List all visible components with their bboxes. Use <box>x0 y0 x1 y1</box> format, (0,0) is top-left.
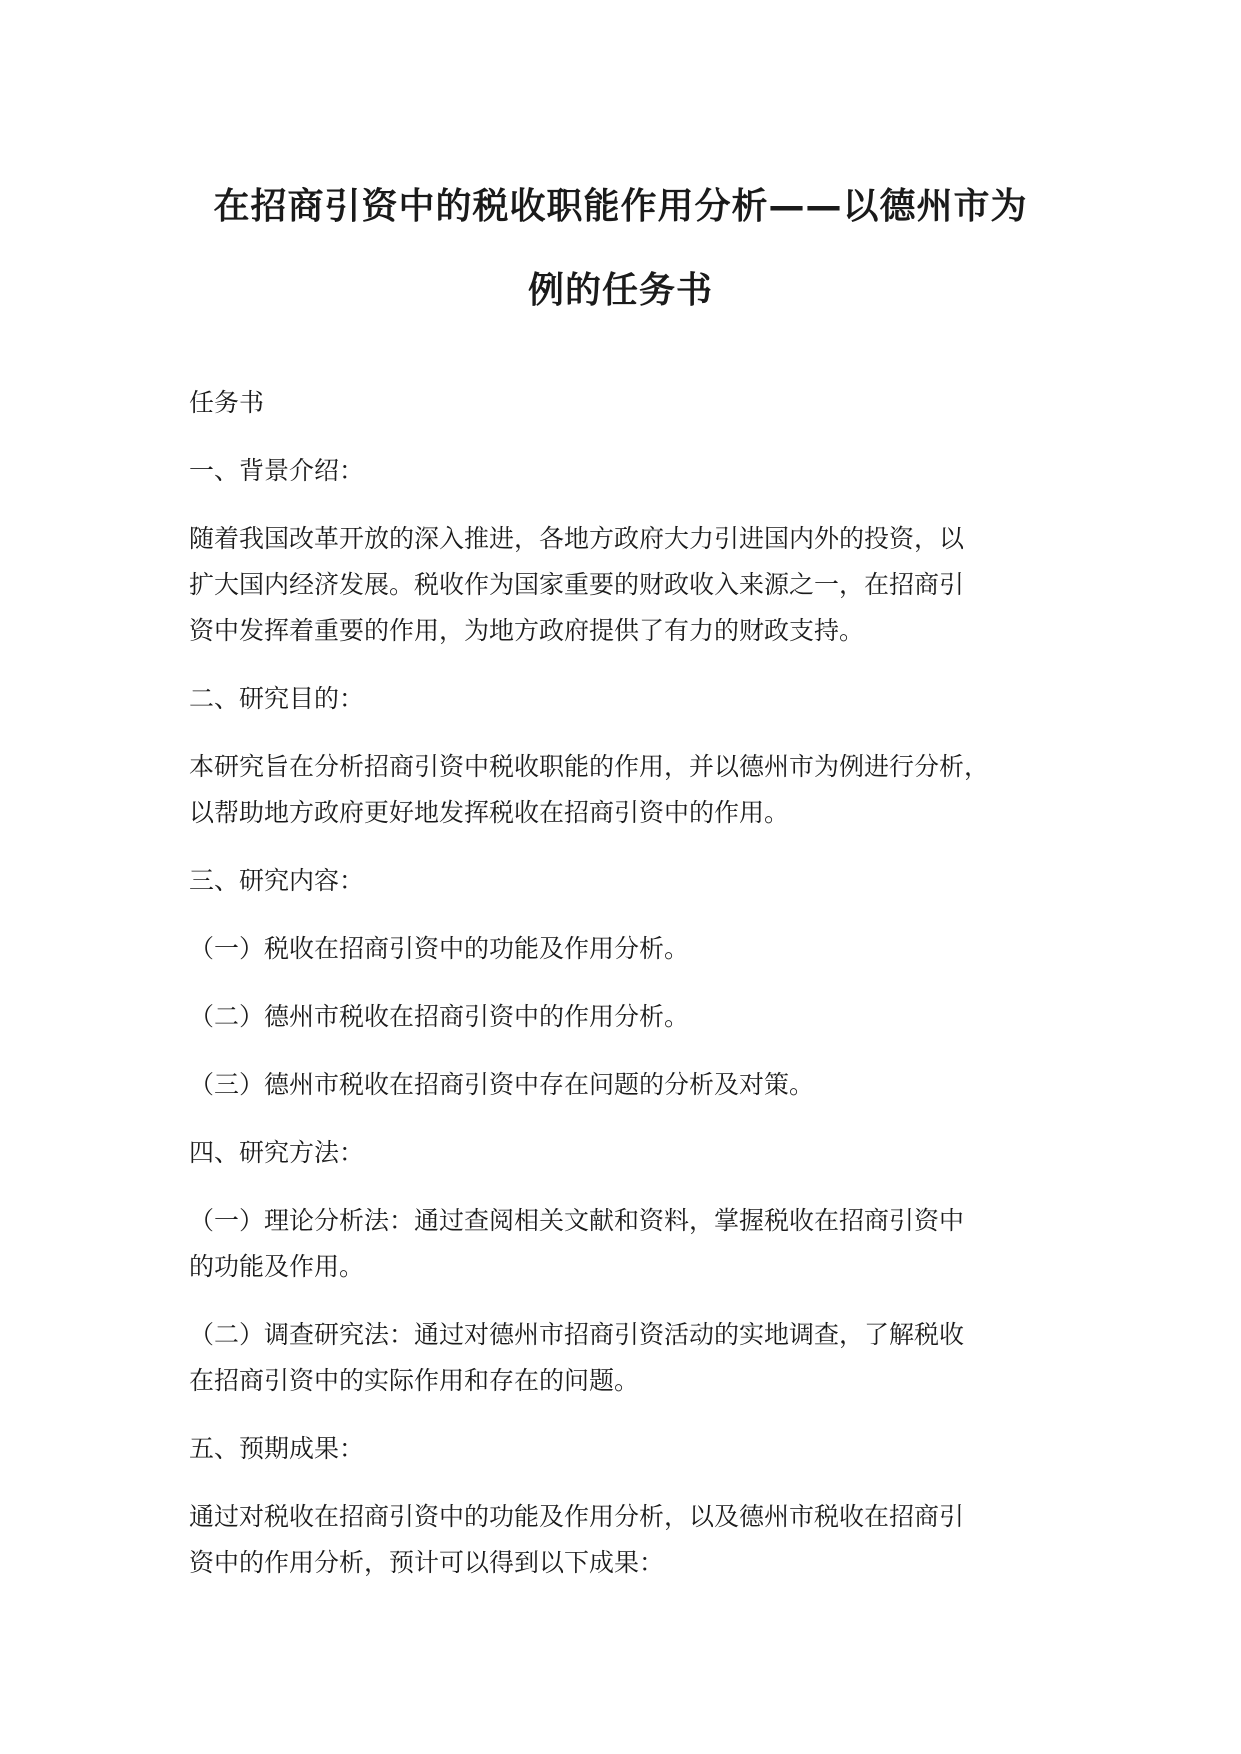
title-line-1: 在招商引资中的税收职能作用分析——以德州市为 <box>213 186 1028 227</box>
heading-background <box>189 448 1089 494</box>
text-line: 的功能及作用。 <box>189 1252 365 1281</box>
text-line: （二）调查研究法：通过对德州市招商引资活动的实地调查，了解税收 <box>189 1320 965 1349</box>
heading-methods <box>189 1130 1089 1176</box>
method-item-2 <box>189 1312 1089 1404</box>
title-line-2: 例的任务书 <box>527 270 713 311</box>
text-line: 一、背景介绍： <box>189 456 365 485</box>
text-line: 任务书 <box>189 388 265 417</box>
heading-outcomes <box>189 1426 1089 1472</box>
text-line: 扩大国内经济发展。税收作为国家重要的财政收入来源之一，在招商引 <box>189 570 965 599</box>
text-line: 随着我国改革开放的深入推进，各地方政府大力引进国内外的投资，以 <box>189 524 965 553</box>
text-line: （一）税收在招商引资中的功能及作用分析。 <box>189 934 690 963</box>
content-item-3 <box>189 1062 1089 1108</box>
text-line: 三、研究内容： <box>189 866 365 895</box>
method-item-1 <box>189 1198 1089 1290</box>
text-line: （二）德州市税收在招商引资中的作用分析。 <box>189 1002 690 1031</box>
text-line: 以帮助地方政府更好地发挥税收在招商引资中的作用。 <box>189 798 790 827</box>
text-line: 通过对税收在招商引资中的功能及作用分析，以及德州市税收在招商引 <box>189 1502 965 1531</box>
text-line: 四、研究方法： <box>189 1138 365 1167</box>
paragraph-background <box>189 516 1089 654</box>
text-line: 五、预期成果： <box>189 1434 365 1463</box>
text-line: 资中的作用分析，预计可以得到以下成果： <box>189 1548 665 1577</box>
text-line: 本研究旨在分析招商引资中税收职能的作用，并以德州市为例进行分析， <box>189 752 990 781</box>
paragraph-purpose <box>189 744 1089 836</box>
heading-purpose <box>189 676 1089 722</box>
content-item-2 <box>189 994 1089 1040</box>
text-line: （三）德州市税收在招商引资中存在问题的分析及对策。 <box>189 1070 815 1099</box>
text-line: 资中发挥着重要的作用，为地方政府提供了有力的财政支持。 <box>189 616 865 645</box>
paragraph-outcomes <box>189 1494 1089 1586</box>
content-item-1 <box>189 926 1089 972</box>
text-line: （一）理论分析法：通过查阅相关文献和资料，掌握税收在招商引资中 <box>189 1206 965 1235</box>
document-body <box>189 380 1089 1608</box>
text-line: 在招商引资中的实际作用和存在的问题。 <box>189 1366 640 1395</box>
document-title <box>150 165 1091 333</box>
text-line: 二、研究目的： <box>189 684 365 713</box>
section-label-task <box>189 380 1089 426</box>
heading-content <box>189 858 1089 904</box>
